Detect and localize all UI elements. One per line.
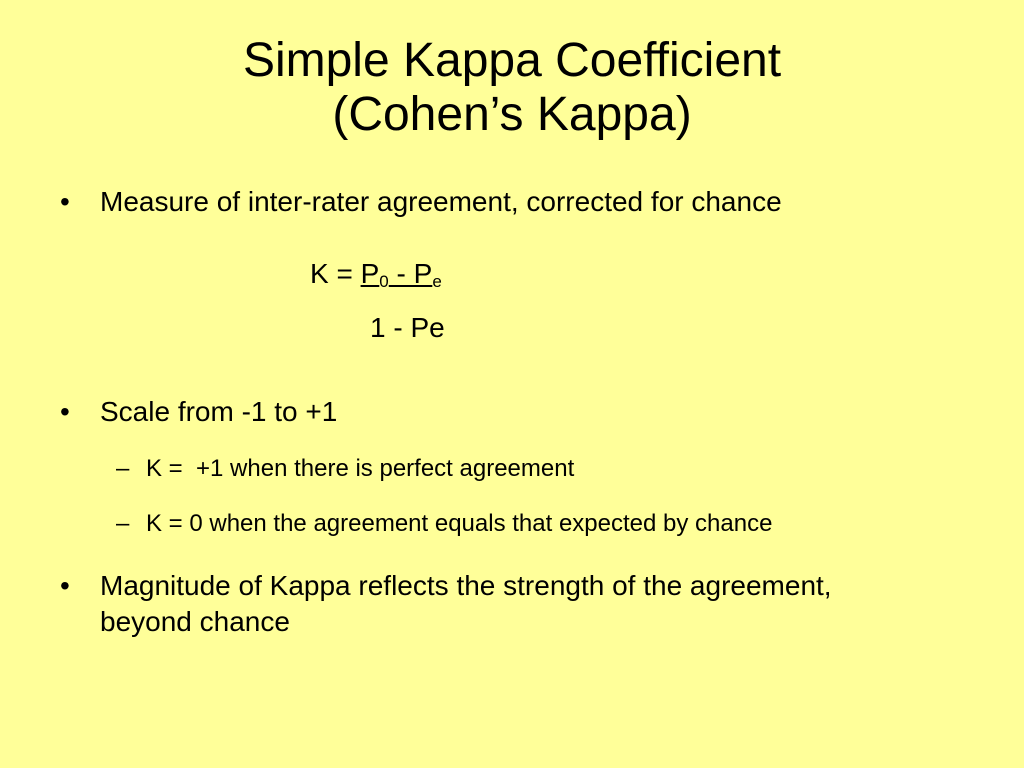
title-line-1: Simple Kappa Coefficient <box>242 34 782 87</box>
formula-p: P <box>360 258 380 289</box>
formula-pe-subscript: e <box>432 272 442 291</box>
bullet-text: Magnitude of Kappa reflects the strength of the agreement, beyond chance <box>100 570 832 637</box>
formula-lhs: K = <box>310 258 361 289</box>
formula-numerator-line <box>310 256 442 292</box>
formula-p-subscript: 0 <box>379 272 389 291</box>
slide-title <box>0 34 1024 142</box>
dash-icon: – <box>116 455 130 482</box>
formula-denominator: 1 - Pe <box>370 312 445 343</box>
bullet-icon: • <box>60 396 70 427</box>
bullet-icon: • <box>60 570 70 601</box>
title-line-2: (Cohen’s Kappa) <box>332 88 692 141</box>
dash-icon: – <box>116 510 130 537</box>
sub-bullet-text: K = +1 when there is perfect agreement <box>146 455 575 482</box>
bullet-icon: • <box>60 186 70 217</box>
sub-bullet-text: K = 0 when the agreement equals that expected by chance <box>146 510 773 537</box>
formula-minus-pe: - P <box>388 258 433 289</box>
bullet-text: Scale from -1 to +1 <box>100 396 338 427</box>
bullet-text: Measure of inter-rater agreement, corrected for chance <box>100 186 782 217</box>
formula-numerator <box>361 258 442 289</box>
